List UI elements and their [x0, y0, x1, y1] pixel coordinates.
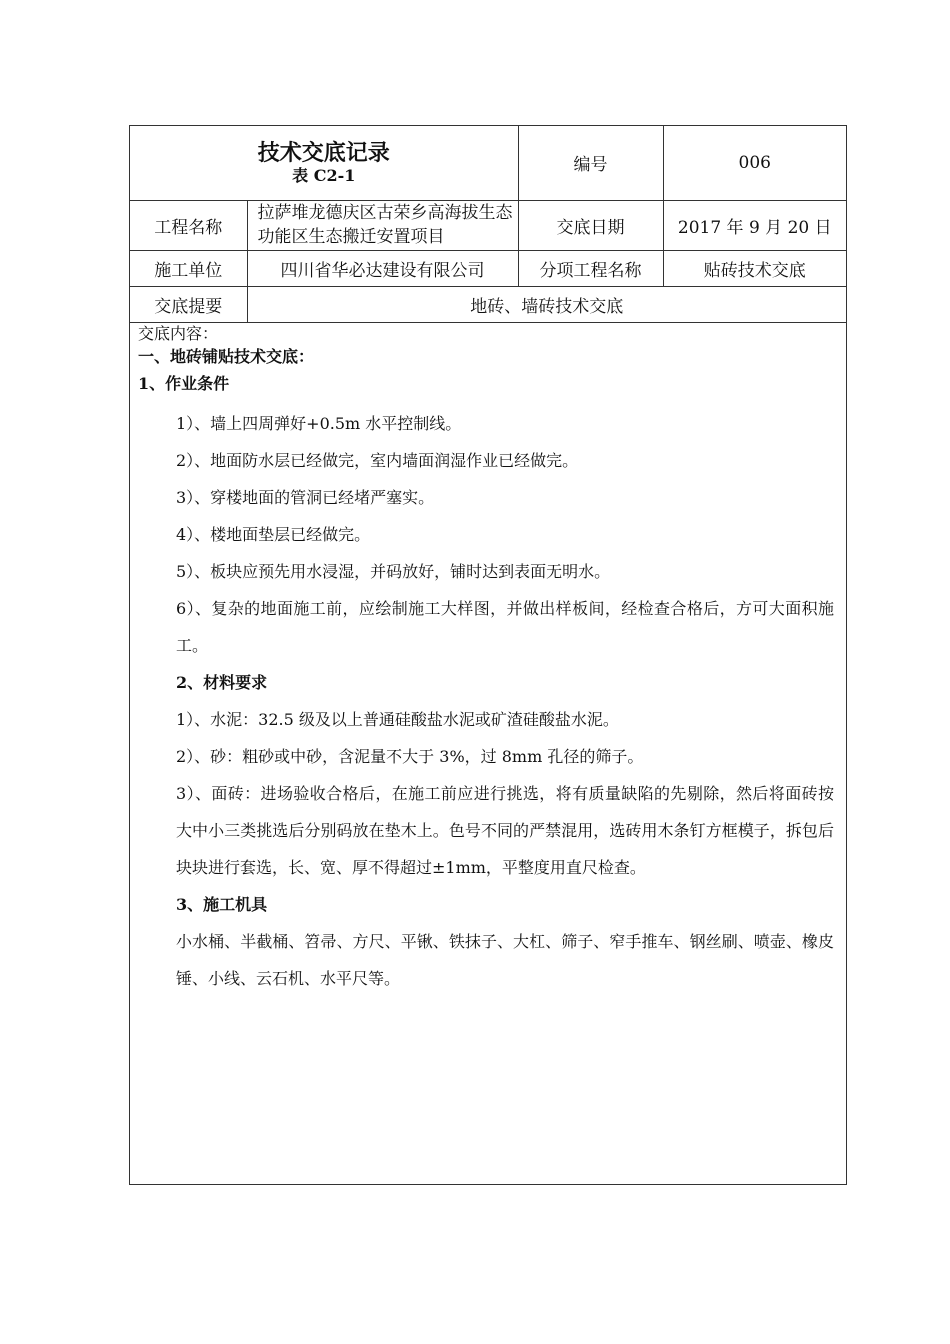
list-item: 1）、墙上四周弹好+0.5m 水平控制线。: [176, 413, 462, 433]
tools-text: 小水桶、半截桶、笤帚、方尺、平锹、铁抹子、大杠、筛子、窄手推车、钢丝刷、喷壶、橡皮锤、小线、云石机、水平尺等。: [176, 931, 834, 988]
summary-label: 交底提要: [130, 286, 247, 322]
subsection-title-conditions: 1、作业条件: [138, 373, 230, 393]
date-label: 交底日期: [518, 200, 663, 250]
content-area: [130, 323, 846, 997]
project-value: 拉萨堆龙德庆区古荣乡高海拔生态功能区生态搬迁安置项目: [247, 200, 518, 250]
subproject-value: 贴砖技术交底: [663, 250, 846, 286]
subsection-title-tools: 3、施工机具: [176, 894, 268, 914]
list-item: 5）、板块应预先用水浸湿，并码放好，铺时达到表面无明水。: [176, 561, 611, 581]
serial-label: 编号: [518, 126, 663, 200]
project-label: 工程名称: [130, 200, 247, 250]
list-item: 4）、楼地面垫层已经做完。: [176, 524, 371, 544]
content-label: 交底内容：: [138, 323, 219, 343]
list-item: 3）、面砖：进场验收合格后，在施工前应进行挑选，将有质量缺陷的先剔除，然后将面砖按大中小三类挑选后分别码放在垫木上。色号不同的严禁混用，选砖用木条钉方框模子，拆包后块块进行套选，长、宽、厚不得超过±1mm，平整度用直尺检查。: [176, 783, 834, 877]
form-number: 表 C2-1: [292, 165, 356, 185]
subproject-label: 分项工程名称: [518, 250, 663, 286]
list-item: 2）、砂：粗砂或中砂，含泥量不大于 3%，过 8mm 孔径的筛子。: [176, 746, 644, 766]
unit-value: 四川省华必达建设有限公司: [247, 250, 518, 286]
title-cell: [130, 126, 518, 200]
list-item: 2）、地面防水层已经做完，室内墙面润湿作业已经做完。: [176, 450, 579, 470]
subsection-title-materials: 2、材料要求: [176, 672, 268, 692]
list-item: 3）、穿楼地面的管洞已经堵严塞实。: [176, 487, 435, 507]
record-form: [129, 125, 847, 1185]
list-item: 1）、水泥：32.5 级及以上普通硅酸盐水泥或矿渣硅酸盐水泥。: [176, 709, 619, 729]
section-title: 一、地砖铺贴技术交底：: [138, 346, 315, 366]
unit-label: 施工单位: [130, 250, 247, 286]
header-table: [130, 126, 846, 323]
date-value: 2017 年 9 月 20 日: [663, 200, 846, 250]
summary-value: 地砖、墙砖技术交底: [247, 286, 846, 322]
list-item: 6）、复杂的地面施工前，应绘制施工大样图，并做出样板间，经检查合格后，方可大面积施工。: [176, 598, 834, 655]
form-title: 技术交底记录: [257, 139, 390, 166]
serial-value: 006: [663, 126, 846, 200]
